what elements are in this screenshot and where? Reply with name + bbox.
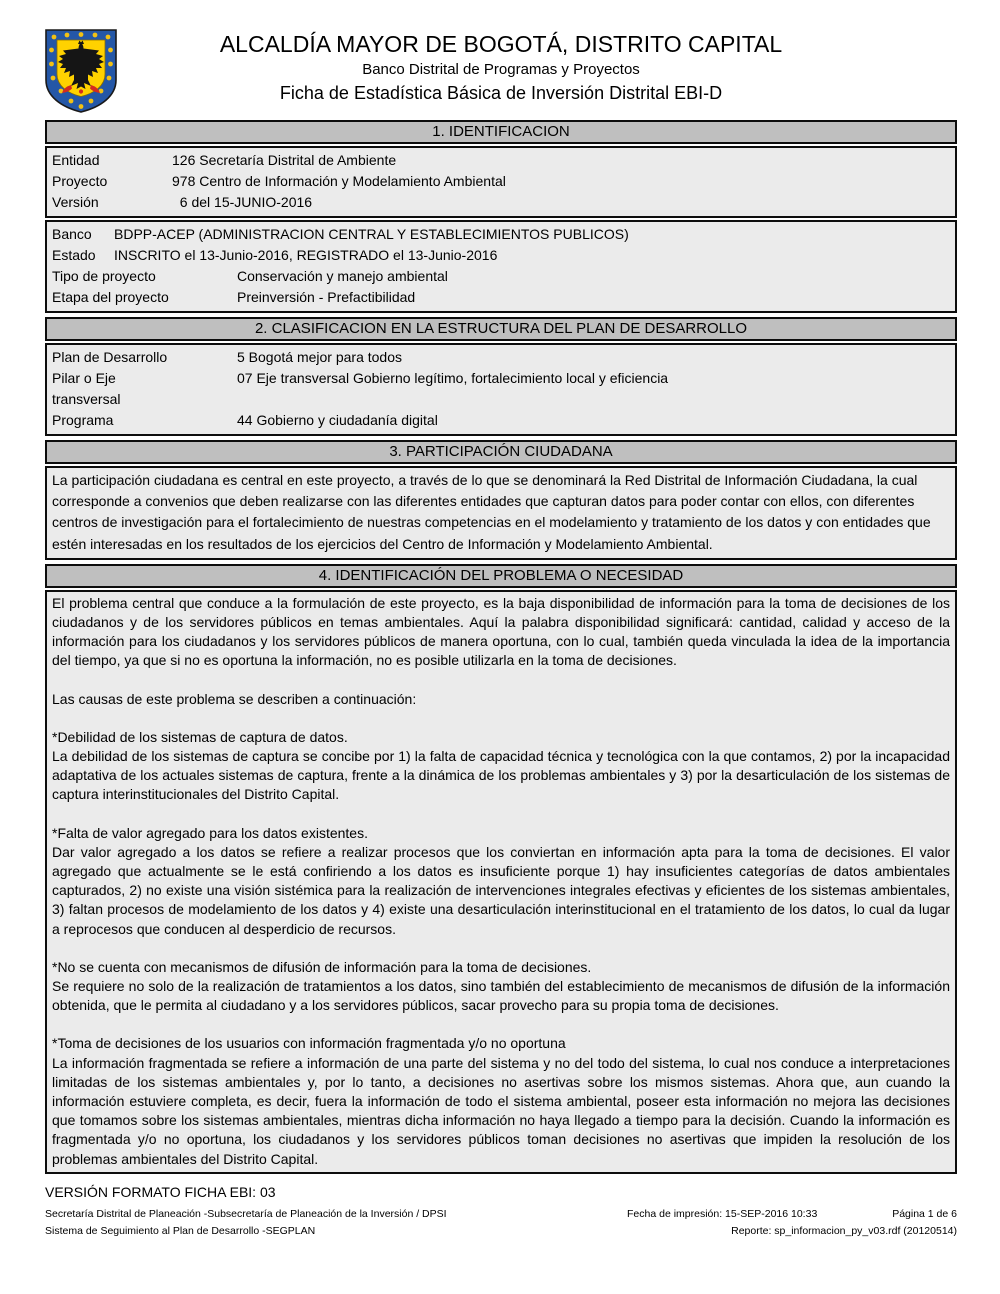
identification-details-box <box>45 220 957 313</box>
cause-body: Dar valor agregado a los datos se refiere a realizar procesos que los conviertan en información apta para la toma de decisiones. El valor agregado que actualmente se le está confiriendo a los datos es insuficiente porque 1) hay insuficientes categorías de datos ambientales capturados, 2) no existe una visión sistémica para la realización de intervenciones integrales efectivas y eficientes de los sistemas ambientales, 3) faltan procesos de modelamiento de los datos y 4) existe una desarticulación interinstitucional en el tratamiento de los datos, lo cual da lugar a reprocesos que conducen al desperdicio de recursos. <box>52 843 950 937</box>
field-row-proyecto <box>52 171 950 192</box>
field-row-entidad <box>52 150 950 171</box>
cause-body: La información fragmentada se refiere a información de una parte del sistema y no del todo del sistema, lo cual nos conduce a interpretaciones limitadas de los sistemas ambientales y, por lo tanto, a decisiones no asertivas sobre los mismos sistemas. Ahora que, aun cuando la información estuviere completa, es decir, fuera la información de todo el sistema ambiental, poseer esta información no mejora las decisiones que tomamos sobre los sistemas ambientales, mientras dicha información no haya llegado a tiempo para la decisión. Cuando la información es fragmentada y/o no oportuna, los ciudadanos y los servidores públicos toman decisiones no asertivas que impiden la resolución de los problemas ambientales del Distrito Capital. <box>52 1054 950 1167</box>
field-row-plan-desarrollo <box>52 347 950 368</box>
participacion-text: La participación ciudadana es central en este proyecto, a través de lo que se denominará la Red Distrital de Información Ciudadana, la cual corresponde a convenios que deben realizarse con las diferentes entidades que capturan datos para poder contar con ellos, con diferentes centros de investigación para el fortalecimiento de nuestras competencias en el modelamiento y tratamiento de los datos y con entidades que estén interesadas en los resultados de los ejercicios del Centro de Información y Modelamiento Ambiental. <box>52 472 931 552</box>
problema-causes-lead: Las causas de este problema se describen a continuación: <box>52 690 417 707</box>
field-row-tipo-proyecto <box>52 266 950 287</box>
footer-page-number: Página 1 de 6 <box>892 1207 957 1220</box>
field-value: 5 Bogotá mejor para todos <box>237 349 402 365</box>
cause-block-debilidad <box>52 728 950 805</box>
field-label: Banco <box>52 226 92 242</box>
field-value: INSCRITO el 13-Junio-2016, REGISTRADO el 13-Junio-2016 <box>114 247 498 263</box>
field-label: Entidad <box>52 152 100 168</box>
main-title: ALCALDÍA MAYOR DE BOGOTÁ, DISTRITO CAPITAL <box>219 31 783 57</box>
problema-box <box>45 590 957 1174</box>
spacer <box>52 939 950 958</box>
spacer <box>52 805 950 824</box>
field-label: Programa <box>52 412 114 428</box>
footer-row-1 <box>45 1206 957 1223</box>
section-1-header: 1. IDENTIFICACION <box>45 120 957 144</box>
participacion-box <box>45 466 957 560</box>
footer-entity: Secretaría Distrital de Planeación -Subsecretaría de Planeación de la Inversión / DPSI <box>45 1207 447 1220</box>
field-row-banco <box>52 224 950 245</box>
document-titles <box>45 24 957 104</box>
cause-block-difusion <box>52 958 950 1016</box>
field-value: 126 Secretaría Distrital de Ambiente <box>172 152 397 168</box>
bogota-coat-of-arms-icon <box>43 28 119 114</box>
cause-body: Se requiere no solo de la realización de tratamientos a los datos, sino también del establecimiento de mecanismos de difusión de la información obtenida, que le permita al ciudadano y a los servidores públicos, sacar provecho para su propia toma de decisiones. <box>52 978 950 1014</box>
problema-intro: El problema central que conduce a la formulación de este proyecto, es la baja disponibilidad de información para la toma de decisiones de los ciudadanos y de los servidores públicos en temas ambientales. Aquí la palabra disponibilidad significará: cantidad, calidad y acceso de la información para los ciudadanos y los servidores públicos de manera oportuna, con lo cual, también queda vinculada la idea de la importancia del tiempo, ya que si no es oportuna la información, no es posible utilizarla en la toma de decisiones. <box>52 594 950 669</box>
spacer <box>52 1015 950 1034</box>
subtitle-ficha: Ficha de Estadística Básica de Inversión Distrital EBI-D <box>279 83 723 103</box>
field-label: Plan de Desarrollo <box>52 349 168 365</box>
cause-heading: *Toma de decisiones de los usuarios con información fragmentada y/o no oportuna <box>52 1035 566 1052</box>
field-row-pilar-eje <box>52 368 950 410</box>
field-row-estado <box>52 245 950 266</box>
spacer <box>52 709 950 728</box>
cause-block-toma-decisiones <box>52 1034 950 1168</box>
field-label: Versión <box>52 194 99 210</box>
field-value: Preinversión - Prefactibilidad <box>237 289 416 305</box>
footer-format-version: VERSIÓN FORMATO FICHA EBI: 03 <box>45 1183 276 1200</box>
footer-row-2 <box>45 1223 957 1240</box>
field-label: Tipo de proyecto <box>52 268 156 284</box>
field-value: 6 del 15-JUNIO-2016 <box>172 194 313 210</box>
subtitle-banco: Banco Distrital de Programas y Proyectos <box>362 61 640 78</box>
field-label: Pilar o Eje transversal <box>52 370 121 407</box>
section-2-header: 2. CLASIFICACION EN LA ESTRUCTURA DEL PLAN DE DESARROLLO <box>45 317 957 341</box>
spacer <box>52 671 950 690</box>
document-header <box>45 24 957 116</box>
cause-body: La debilidad de los sistemas de captura se concibe por 1) la falta de capacidad técnica y tecnológica con la que contamos, 2) por la incapacidad adaptativa de los actuales sistemas de captura, frente a la dinámica de los problemas ambientales y 3) por la desarticulación de los sistemas de captura interinstitucionales del Distrito Capital. <box>52 748 950 803</box>
identification-box <box>45 146 957 218</box>
field-label: Estado <box>52 247 96 263</box>
field-value: Conservación y manejo ambiental <box>237 268 448 284</box>
field-row-etapa-proyecto <box>52 287 950 308</box>
field-label: Etapa del proyecto <box>52 289 169 305</box>
cause-heading: *No se cuenta con mecanismos de difusión de información para la toma de decisiones. <box>52 958 592 975</box>
clasificacion-box <box>45 343 957 436</box>
field-value: 44 Gobierno y ciudadanía digital <box>237 412 438 428</box>
footer-print-date: Fecha de impresión: 15-SEP-2016 10:33 <box>627 1207 818 1220</box>
field-value: 978 Centro de Información y Modelamiento Ambiental <box>172 173 506 189</box>
footer-print-info <box>627 1206 957 1223</box>
section-4-header: 4. IDENTIFICACIÓN DEL PROBLEMA O NECESIDAD <box>45 564 957 588</box>
footer-report-name: Reporte: sp_informacion_py_v03.rdf (20120514) <box>731 1224 957 1237</box>
field-label: Proyecto <box>52 173 108 189</box>
field-value: 07 Eje transversal Gobierno legítimo, fortalecimiento local y eficiencia <box>237 370 669 386</box>
field-row-programa <box>52 410 950 431</box>
section-3-header: 3. PARTICIPACIÓN CIUDADANA <box>45 440 957 464</box>
cause-heading: *Debilidad de los sistemas de captura de datos. <box>52 728 348 745</box>
footer-system: Sistema de Seguimiento al Plan de Desarrollo -SEGPLAN <box>45 1224 316 1237</box>
cause-block-valor-agregado <box>52 824 950 939</box>
cause-heading: *Falta de valor agregado para los datos existentes. <box>52 824 368 841</box>
field-value: BDPP-ACEP (ADMINISTRACION CENTRAL Y ESTABLECIMIENTOS PUBLICOS) <box>114 226 629 242</box>
field-row-version <box>52 192 950 213</box>
